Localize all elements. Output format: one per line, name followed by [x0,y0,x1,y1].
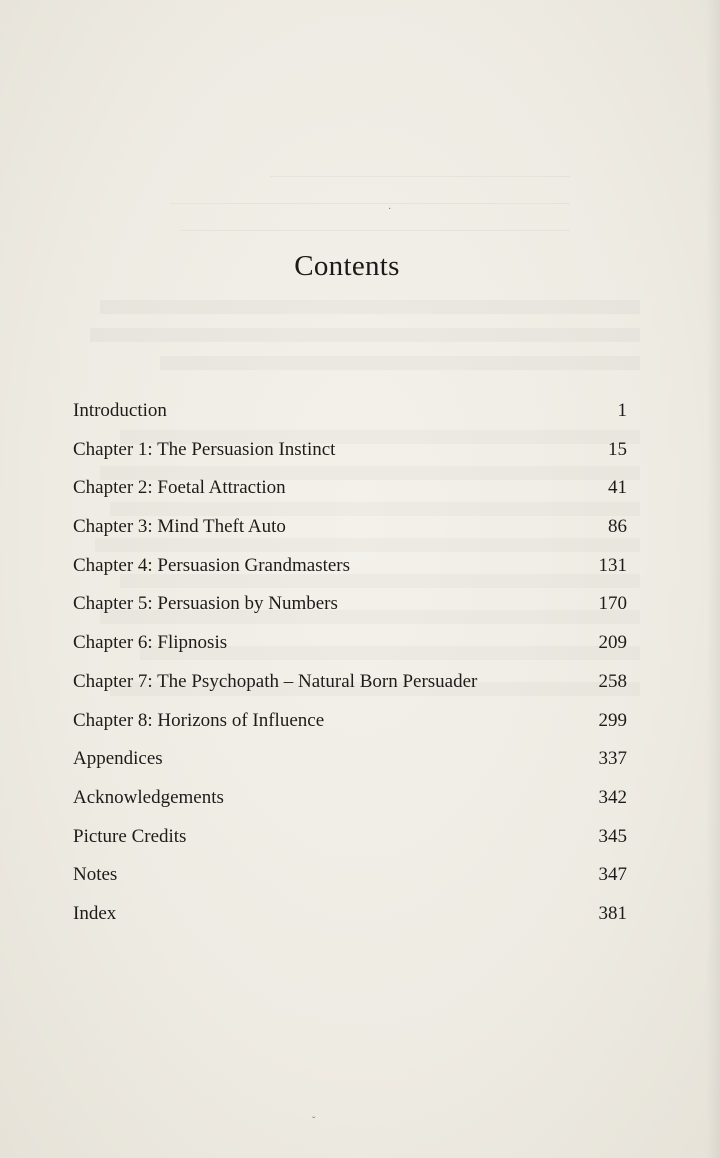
toc-entry-page: 1 [617,400,627,421]
toc-entry-label: Notes [73,864,118,886]
toc-entry-chapter-3[interactable] [73,516,627,555]
toc-entry-label: Chapter 8: Horizons of Influence [73,709,325,731]
toc-entry-page: 347 [598,864,627,886]
toc-entry-label: Chapter 7: The Psychopath – Natural Born Persuader [73,670,478,692]
ink-speck: · [388,204,392,215]
toc-entry-page: 131 [598,554,627,576]
toc-entry-page: 86 [608,516,627,538]
toc-entry-chapter-7[interactable] [73,671,627,710]
toc-entry-chapter-2[interactable] [73,477,627,516]
toc-entry-chapter-1[interactable] [73,439,627,478]
toc-entry-label: Chapter 5: Persuasion by Numbers [73,593,338,615]
toc-entry-label: Chapter 4: Persuasion Grandmasters [73,554,351,576]
toc-entry-page: 41 [608,477,627,499]
toc-entry-chapter-4[interactable] [73,555,627,594]
toc-entry-label: Appendices [73,748,163,770]
toc-entry-page: 258 [598,670,627,692]
toc-entry-label: Chapter 1: The Persuasion Instinct [73,438,336,460]
toc-entry-page: 209 [598,632,627,654]
toc-entry-chapter-8[interactable] [73,710,627,749]
toc-entry-page: 381 [598,902,627,924]
toc-entry-label: Index [73,902,117,924]
toc-entry-appendices[interactable] [73,748,627,787]
toc-entry-page: 170 [598,593,627,615]
toc-entry-chapter-6[interactable] [73,632,627,671]
toc-entry-page: 15 [608,438,627,460]
toc-entry-label: Chapter 6: Flipnosis [73,632,228,654]
ink-speck: ˇ [312,1116,316,1127]
toc-entry-page: 345 [598,825,627,847]
table-of-contents [73,400,627,942]
toc-entry-page: 342 [598,786,627,808]
toc-entry-page: 337 [598,748,627,770]
toc-entry-label: Acknowledgements [73,786,224,808]
toc-entry-acknowledgements[interactable] [73,787,627,826]
toc-entry-label: Chapter 3: Mind Theft Auto [73,516,286,538]
toc-entry-picture-credits[interactable] [73,826,627,865]
toc-entry-notes[interactable] [73,864,627,903]
toc-entry-introduction[interactable] [73,400,627,439]
toc-entry-index[interactable] [73,903,627,942]
toc-entry-page: 299 [598,709,627,731]
toc-entry-label: Picture Credits [73,825,187,847]
page-edge-shadow [706,0,720,1158]
toc-entry-chapter-5[interactable] [73,593,627,632]
toc-entry-label: Introduction [73,400,167,421]
show-through-lines [150,150,570,260]
toc-entry-label: Chapter 2: Foetal Attraction [73,477,286,499]
page-title: Contents [294,250,400,282]
